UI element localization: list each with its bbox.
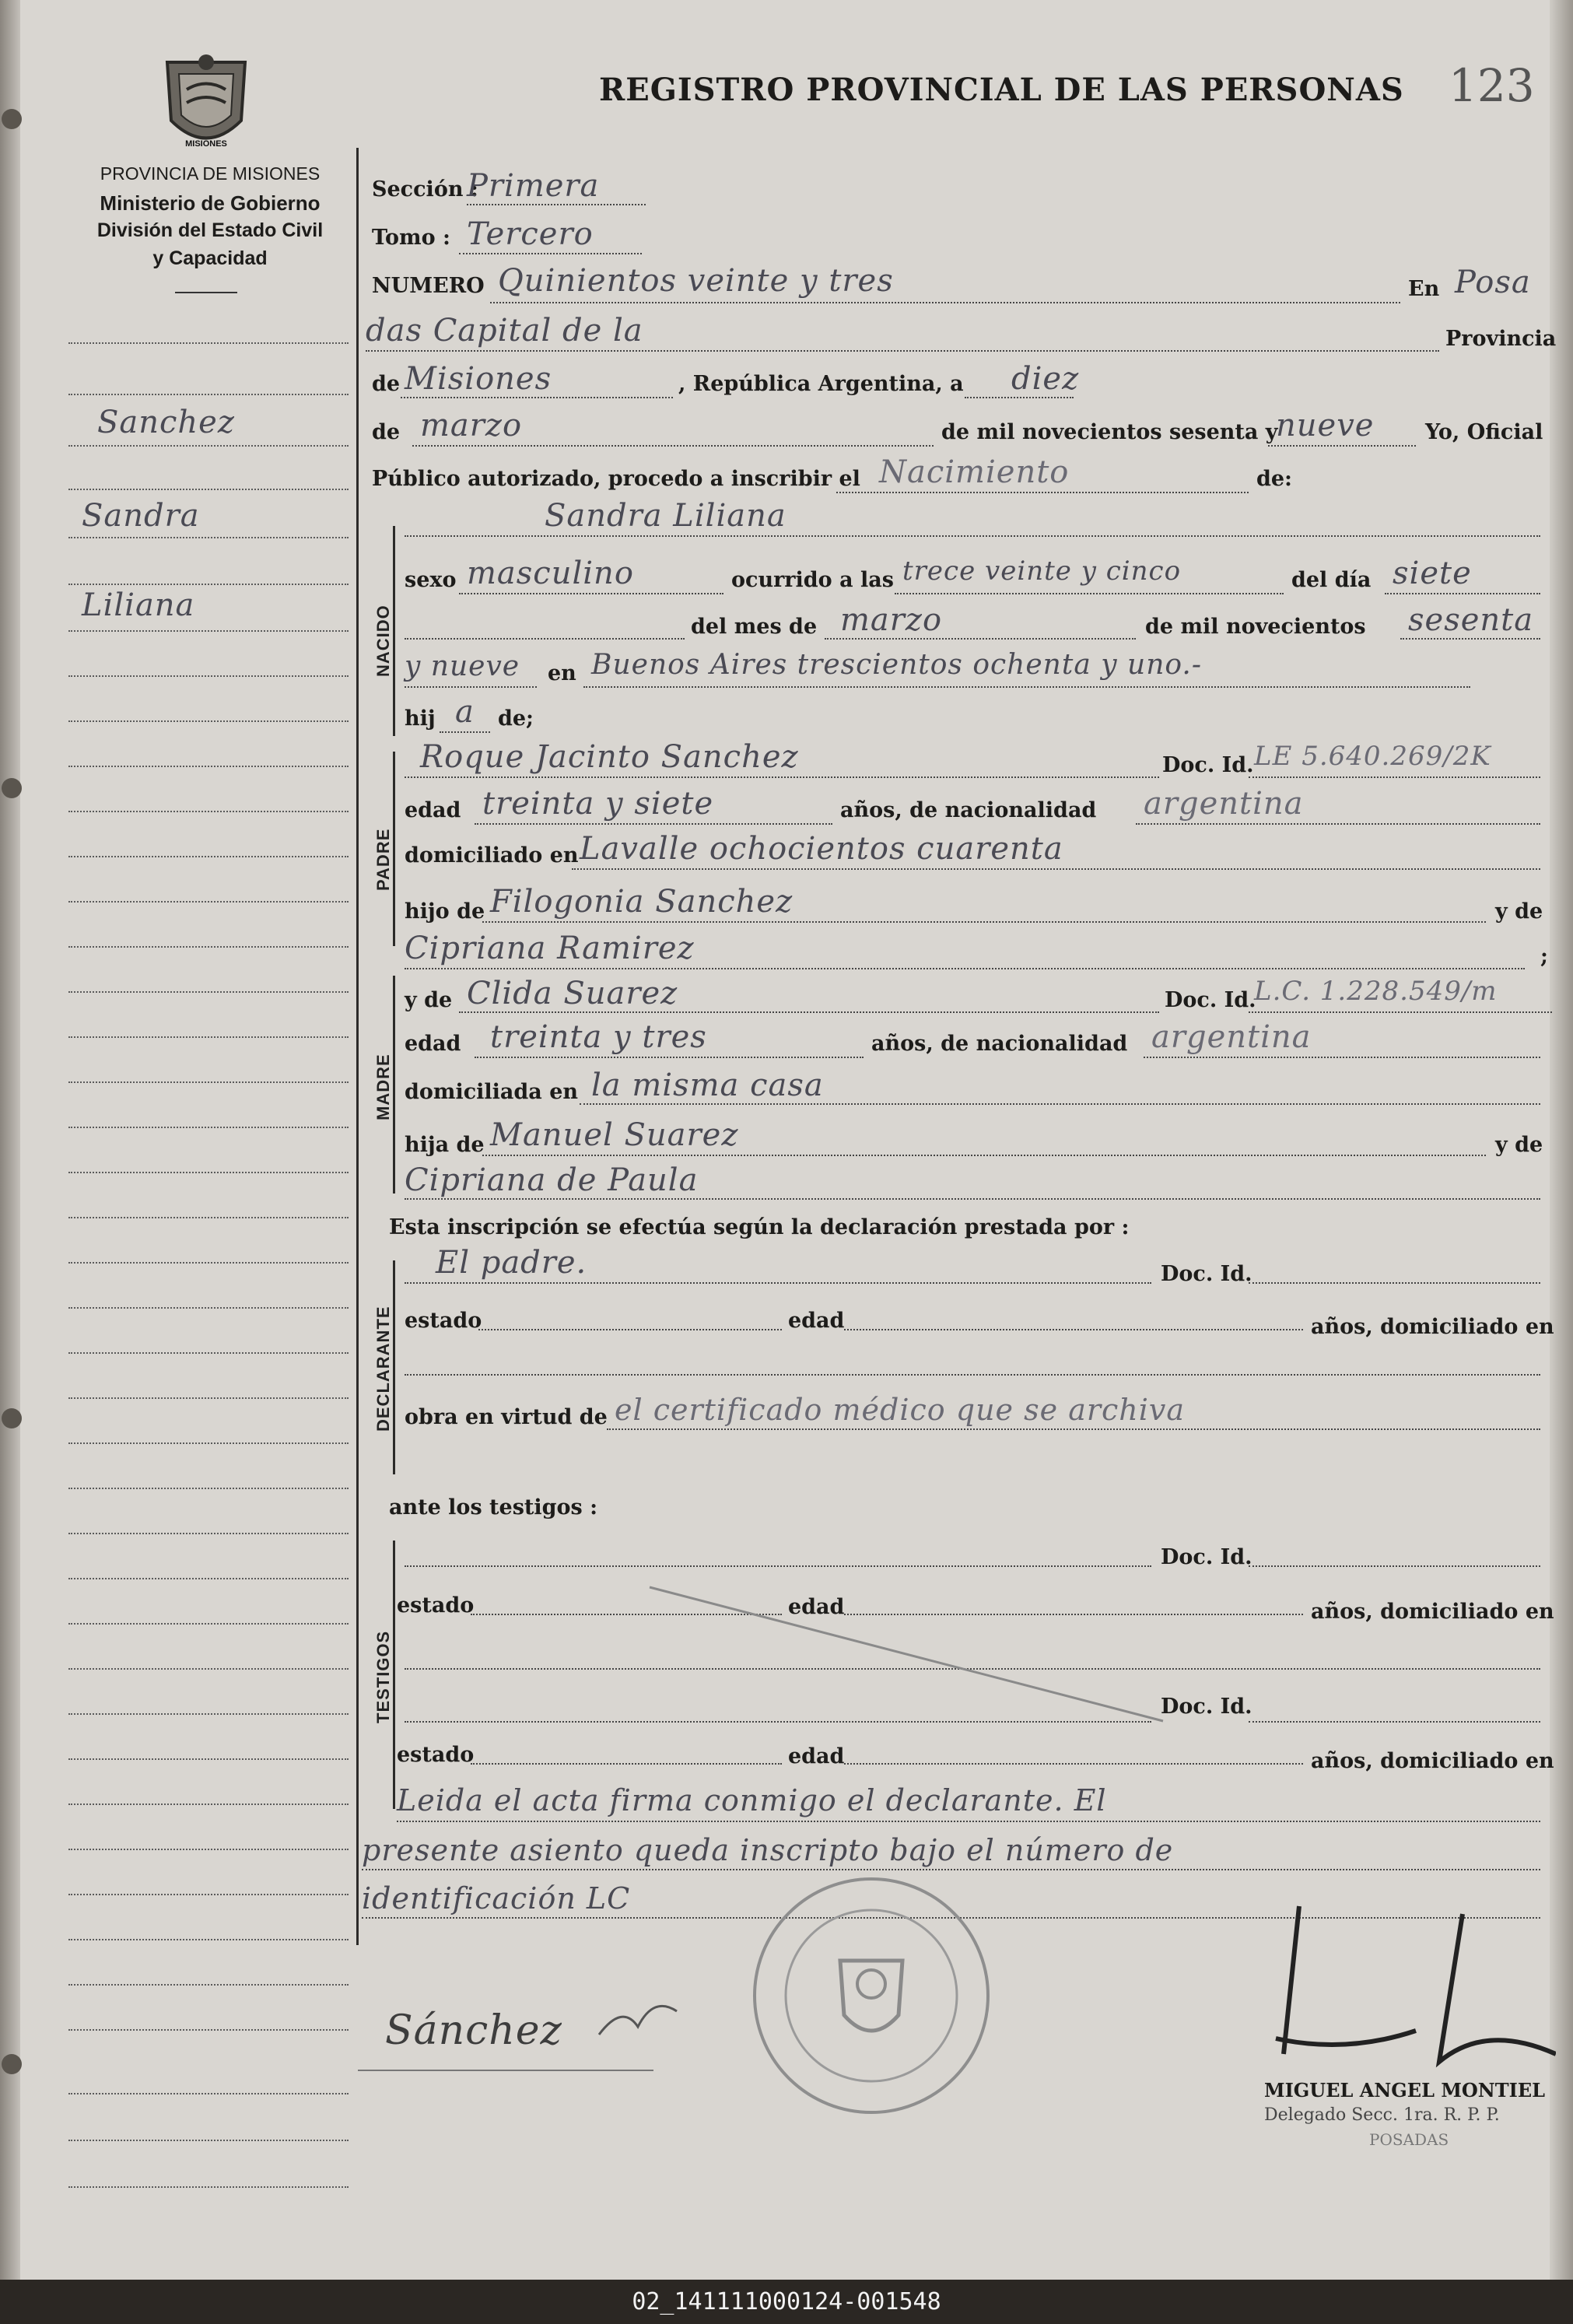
nacido-section-label: NACIDO [373,605,393,677]
anio-nac2-value: y nueve [405,650,520,682]
provincia-value: Misiones [405,361,552,397]
testigo1-doc-label: Doc. Id. [1161,1545,1252,1569]
publico-label: Público autorizado, procedo a inscribir el [372,467,860,491]
hij-label: hij [405,706,436,731]
closing-line-1: Leida el acta firma conmigo el declarante. El [397,1783,1107,1817]
declarante-edad-label: edad [788,1309,845,1333]
official-place: POSADAS [1369,2130,1449,2149]
testigos-section-label: TESTIGOS [373,1630,393,1723]
en-value: Posa [1455,265,1531,300]
sexo-value: masculino [467,556,634,591]
page-title: REGISTRO PROVINCIAL DE LAS PERSONAS [599,72,1404,108]
padre-semicolon: ; [1540,945,1548,969]
declarant-signature-line [358,2070,653,2071]
madre-dom-value: la misma casa [591,1067,824,1103]
closing-line-3: identificación LC [362,1881,631,1916]
issuer-capacity: y Capacidad [152,247,268,269]
padre-y-de-label: y de [1495,899,1543,924]
madre-doc-label: Doc. Id. [1165,988,1256,1012]
testigo1-edad-label: edad [788,1595,845,1619]
tomo-value: Tercero [467,216,594,252]
nombre-value: Sandra Liliana [545,498,786,534]
padre-padre-value: Filogonia Sanchez [490,884,794,920]
declarante-value: El padre. [436,1245,587,1281]
dia-value: diez [1011,361,1080,397]
de3-label: de; [498,706,534,731]
madre-doc-value: L.C. 1.228.549/m [1254,976,1498,1007]
de-label: de [372,372,401,396]
declarant-signature: Sánchez [385,2007,562,2054]
madre-hija-label: hija de [405,1133,485,1157]
seccion-label: Sección : [372,177,478,202]
en-label: En [1408,277,1440,301]
de2-label: de [372,420,401,444]
crest-label: MISIONES [185,139,227,149]
testigo2-edad-label: edad [788,1744,845,1768]
padre-madre-value: Cipriana Ramirez [405,931,695,966]
ante-testigos-label: ante los testigos : [389,1495,598,1520]
declarante-doc-label: Doc. Id. [1161,1262,1252,1286]
issuer-division: División del Estado Civil [96,219,324,241]
del-mes-label: del mes de [691,615,818,639]
madre-edad-value: treinta y tres [490,1019,707,1055]
padre-doc-value: LE 5.640.269/2K [1254,741,1491,772]
page-number: 123 [1449,59,1535,112]
madre-madre-value: Cipriana de Paula [405,1162,699,1198]
padre-section-label: PADRE [373,828,393,891]
testigo1-anos-label: años, domiciliado en [1311,1600,1554,1624]
mes-nac-value: marzo [840,602,943,638]
madre-anos-label: años, de nacionalidad [871,1032,1128,1056]
provincia-label: Provincia [1445,327,1557,351]
mil-nov-sesenta-label: de mil novecientos sesenta y [941,420,1278,444]
padre-edad-label: edad [405,798,461,822]
hora-value: trece veinte y cinco [902,556,1182,587]
yo-oficial-label: Yo, Oficial [1425,420,1543,444]
numero-value: Quinientos veinte y tres [498,263,894,299]
madre-nac-value: argentina [1151,1019,1312,1055]
padre-nac-value: argentina [1144,786,1304,822]
mil-nov-label: de mil novecientos [1145,615,1366,639]
obra-label: obra en virtud de [405,1405,608,1429]
en-nac-label: en [548,661,576,685]
testigo2-doc-label: Doc. Id. [1161,1695,1252,1719]
dia-nac-value: siete [1393,556,1472,591]
seccion-value: Primera [467,168,600,204]
de-colon-label: de: [1256,467,1293,491]
testigo1-estado-label: estado [397,1593,475,1618]
tomo-label: Tomo : [372,226,450,250]
madre-section-label: MADRE [373,1053,393,1120]
issuer-province: PROVINCIA DE MISIONES [100,163,321,184]
declarante-anos-label: años, domiciliado en [1311,1315,1554,1339]
madre-padre-value: Manuel Suarez [490,1117,739,1153]
margin-middlename: Liliana [82,587,195,623]
image-caption: 02_141111000124-001548 [0,2280,1573,2324]
padre-anos-label: años, de nacionalidad [840,798,1097,822]
inscripcion-label: Esta inscripción se efectúa según la declaración prestada por : [389,1215,1130,1239]
ocurrido-label: ocurrido a las [731,568,894,592]
padre-dom-label: domiciliado en [405,843,579,868]
ciudad-value: das Capital de la [366,313,643,349]
padre-dom-value: Lavalle ochocientos cuarenta [580,831,1063,867]
testigo2-anos-label: años, domiciliado en [1311,1749,1554,1773]
madre-y-de2-label: y de [1495,1133,1543,1157]
testigo2-estado-label: estado [397,1743,475,1767]
official-signature [1229,1898,1556,2085]
anio-value: nueve [1276,408,1375,443]
madre-nombre-value: Clida Suarez [467,976,678,1011]
margin-firstname: Sandra [82,498,200,534]
declarante-estado-label: estado [405,1309,482,1333]
madre-dom-label: domiciliada en [405,1080,579,1104]
signature-flourish [591,1988,700,2050]
issuer-ministry: Ministerio de Gobierno [100,191,321,215]
closing-line-2: presente asiento queda inscripto bajo el número de [362,1833,1174,1867]
declarante-section-label: DECLARANTE [373,1306,393,1432]
madre-edad-label: edad [405,1032,461,1056]
official-role: Delegado Secc. 1ra. R. P. P. [1264,2105,1500,2125]
republica-label: , República Argentina, a [678,372,964,396]
numero-label: NUMERO [372,274,485,298]
madre-y-de-label: y de [405,988,453,1012]
padre-doc-label: Doc. Id. [1162,753,1254,777]
padre-hijo-label: hijo de [405,899,485,924]
acto-value: Nacimiento [879,454,1070,490]
lugar-value: Buenos Aires trescientos ochenta y uno.- [591,649,1203,681]
official-seal-icon [743,1867,1000,2124]
del-dia-label: del día [1291,568,1372,592]
padre-edad-value: treinta y siete [482,786,714,822]
sexo-label: sexo [405,568,457,592]
padre-nombre-value: Roque Jacinto Sanchez [420,739,799,775]
obra-value: el certificado médico que se archiva [615,1393,1186,1427]
anio-nac-value: sesenta [1408,602,1534,638]
mes-value: marzo [420,408,523,443]
hij-suffix-value: a [455,694,475,730]
margin-surname: Sanchez [97,405,235,440]
official-name: MIGUEL ANGEL MONTIEL [1264,2079,1545,2101]
